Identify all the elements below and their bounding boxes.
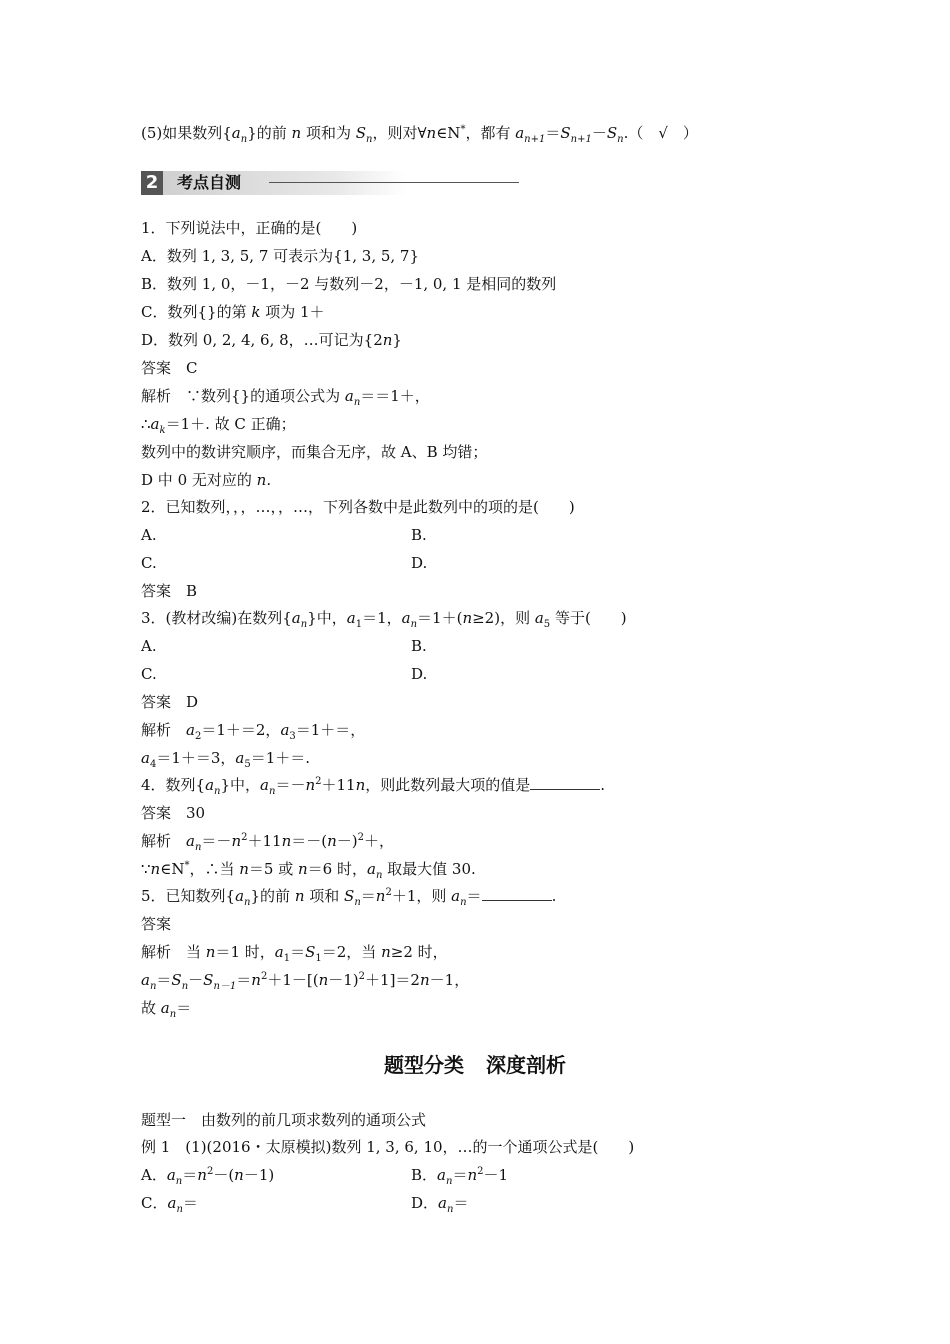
example-1-option-a: A．$a_n=n^2-(n-1)$ [141,1166,275,1187]
problem-5-question: 5．已知数列$\{a_n\}$的前 n 项和 $S_n=n^2+1$，则 $a_n=$ . [141,887,557,908]
problem-1-option-a: A．数列 1, 3, 5, 7 可表示为{1, 3, 5, 7} [141,247,420,265]
problem-1-solution-4: D 中 0 无对应的 n. [141,471,272,489]
answer-blank [530,775,600,790]
problem-5-solution-2: $a_n=S_n-S_{n-1}=n^2+1-[(n-1)^2+1]=2n-1$， [141,971,470,992]
type-1-title: 题型一 由数列的前几项求数列的通项公式 [141,1111,427,1129]
example-1-option-b: B．$a_n=n^2-1$ [411,1166,509,1187]
problem-5-solution-3: 故 $a_n=$ [141,999,192,1020]
chapter-heading: 题型分类 深度剖析 [384,1053,566,1077]
problem-2-question: 2．已知数列，，，…，，…，下列各数中是此数列中的项的是( ) [141,498,575,516]
problem-3-solution-2: $a_4=1+=3$，$a_5=1+=$. [141,749,311,770]
problem-4-solution-1: 解析 $a_n=-n^2+11n=-(n-)^2+$， [141,832,395,853]
problem-3-option-a: A. [141,637,157,655]
problem-1-question: 1．下列说法中，正确的是( ) [141,219,358,237]
problem-2-option-c: C. [141,554,157,572]
problem-1-option-b: B．数列 1, 0，－1，－2 与数列－2，－1, 0, 1 是相同的数列 [141,275,557,293]
problem-2-option-b: B. [411,526,427,544]
problem-1-solution-2: $\therefore a_k=1+$. 故 C 正确； [141,415,296,436]
problem-4-answer: 答案 30 [141,804,206,822]
problem-1-option-d: D．数列 0, 2, 4, 6, 8，…可记为{2n} [141,331,402,349]
statement-5: (5)如果数列$\{a_n\}$的前 n 项和为 $S_n$，则对∀n∈N*，都有 $a_{n+1}=S_{n+1}-S_n$.（ √ ） [141,124,698,145]
problem-5-answer: 答案 [141,915,172,933]
problem-1-option-c: C．数列{}的第 k 项为 1＋ [141,303,325,321]
problem-2-answer: 答案 B [141,582,198,600]
example-1-option-d: D．$a_n=$ [411,1194,469,1215]
problem-3-answer: 答案 D [141,693,199,711]
problem-3-option-c: C. [141,665,157,683]
problem-3-question: 3．(教材改编)在数列$\{a_n\}$中，$a_1=1$，$a_n=1+(n\ge 2)$，则 $a_5$ 等于( ) [141,609,627,630]
problem-1-answer: 答案 C [141,359,198,377]
problem-1-solution-1: 解析 ∵数列{}的通项公式为 $a_n==1+$， [141,387,430,408]
problem-3-option-d: D. [411,665,428,683]
problem-1-solution-3: 数列中的数讲究顺序，而集合无序，故 A、B 均错； [141,443,488,461]
section-rule [269,182,519,183]
problem-4-question: 4．数列$\{a_n\}$中，$a_n=-n^2+11n$，则此数列最大项的值是 . [141,776,606,797]
section-header [141,171,521,197]
example-1-question: 例 1 (1)(2016・太原模拟)数列 1, 3, 6, 10，…的一个通项公式是( ) [141,1138,635,1156]
section-title: 考点自测 [177,173,242,192]
section-number: 2 [141,171,163,195]
problem-5-solution-1: 解析 当 n＝1 时，$a_1=S_1=2$，当 n≥2 时， [141,943,448,964]
problem-2-option-a: A. [141,526,157,544]
answer-blank [482,886,552,901]
problem-3-solution-1: 解析 $a_2=1+=2$，$a_3=1+=$， [141,721,366,742]
example-1-option-c: C．$a_n=$ [141,1194,198,1215]
problem-2-option-d: D. [411,554,428,572]
problem-3-option-b: B. [411,637,427,655]
problem-4-solution-2: ∵n∈N*，∴当 n＝5 或 n＝6 时，$a_n$ 取最大值 30. [141,860,476,881]
